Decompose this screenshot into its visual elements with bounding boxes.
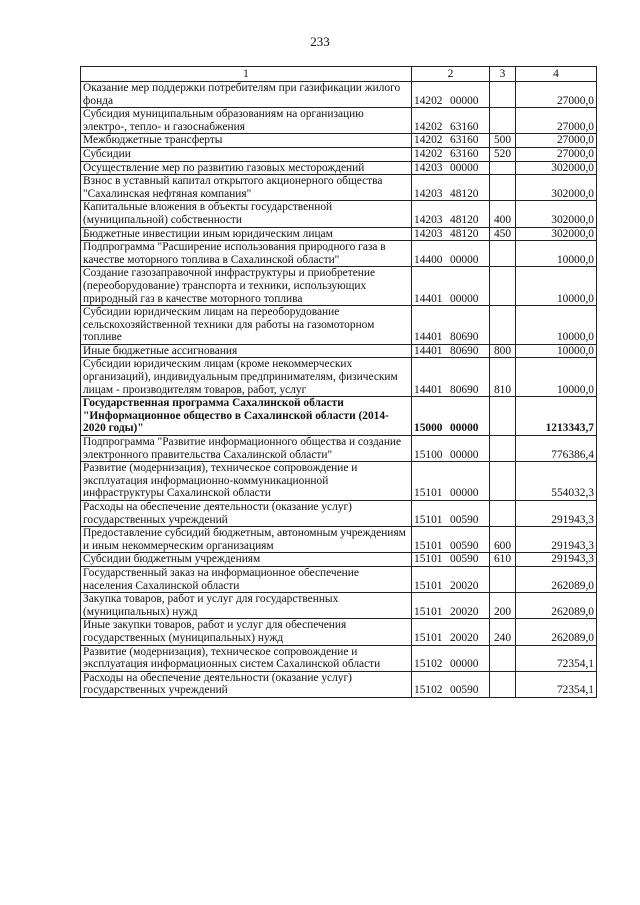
row-code-program: 15101 xyxy=(414,579,443,592)
table-row xyxy=(81,566,597,592)
row-code xyxy=(412,553,490,567)
row-name: Субсидии юридическим лицам на переоборудование сельскохозяйственной техники для работы на газомоторном топливе xyxy=(81,306,412,345)
row-code-program: 15102 xyxy=(414,658,443,671)
table-row xyxy=(81,241,597,267)
row-name: Развитие (модернизация), техническое сопровождение и эксплуатация информационно-коммуникационной инфраструктуры Сахалинской области xyxy=(81,462,412,501)
row-expense-type xyxy=(490,671,516,697)
row-code-program: 14203 xyxy=(414,213,443,226)
row-expense-type: 600 xyxy=(490,527,516,553)
row-expense-type: 500 xyxy=(490,134,516,148)
row-code xyxy=(412,671,490,697)
row-name: Создание газозаправочной инфраструктуры и приобретение (переоборудование) транспорта и техники, использующих природный газ в качестве моторного топлива xyxy=(81,267,412,306)
row-expense-type xyxy=(490,161,516,175)
row-code-direction: 80690 xyxy=(450,344,479,357)
row-code-program: 14401 xyxy=(414,344,443,357)
row-sum: 291943,3 xyxy=(516,553,597,567)
row-code-direction: 48120 xyxy=(450,227,479,240)
row-code xyxy=(412,619,490,645)
row-code-direction: 00000 xyxy=(450,161,479,174)
table-row xyxy=(81,553,597,567)
row-expense-type: 810 xyxy=(490,358,516,397)
row-code xyxy=(412,344,490,358)
row-name: Субсидия муниципальным образованиям на организацию электро-, тепло- и газоснабжения xyxy=(81,108,412,134)
row-code xyxy=(412,227,490,241)
row-code-direction: 00000 xyxy=(450,448,479,461)
row-code-program: 14202 xyxy=(414,94,443,107)
row-expense-type xyxy=(490,82,516,108)
row-code-program: 15101 xyxy=(414,553,443,566)
row-code-program: 15100 xyxy=(414,448,443,461)
row-code xyxy=(412,175,490,201)
row-expense-type: 520 xyxy=(490,147,516,161)
row-code-program: 15101 xyxy=(414,605,443,618)
row-code-direction: 00000 xyxy=(450,94,479,107)
row-code-program: 15101 xyxy=(414,631,443,644)
row-code-program: 15102 xyxy=(414,684,443,697)
row-code-program: 14401 xyxy=(414,292,443,305)
table-row xyxy=(81,436,597,462)
row-code xyxy=(412,501,490,527)
row-code-direction: 00590 xyxy=(450,553,479,566)
row-code xyxy=(412,134,490,148)
row-code-program: 14401 xyxy=(414,383,443,396)
row-sum: 10000,0 xyxy=(516,344,597,358)
row-expense-type: 400 xyxy=(490,201,516,227)
row-code xyxy=(412,161,490,175)
row-code xyxy=(412,645,490,671)
row-code-program: 14203 xyxy=(414,227,443,240)
row-code-direction: 80690 xyxy=(450,331,479,344)
row-code-program: 15101 xyxy=(414,513,443,526)
row-code-direction: 48120 xyxy=(450,213,479,226)
table-row xyxy=(81,147,597,161)
row-code-direction: 00000 xyxy=(450,487,479,500)
row-code xyxy=(412,267,490,306)
row-name: Субсидии юридическим лицам (кроме некоммерческих организаций), индивидуальным предпринимателям, физическим лицам - производителям товаров, работ, услуг xyxy=(81,358,412,397)
table-row xyxy=(81,462,597,501)
row-expense-type xyxy=(490,566,516,592)
row-code xyxy=(412,108,490,134)
row-code-program: 14203 xyxy=(414,187,443,200)
row-sum: 1213343,7 xyxy=(516,397,597,436)
row-code xyxy=(412,462,490,501)
row-code-direction: 00000 xyxy=(450,658,479,671)
row-code xyxy=(412,241,490,267)
row-expense-type xyxy=(490,108,516,134)
row-expense-type xyxy=(490,501,516,527)
row-expense-type xyxy=(490,462,516,501)
table-row xyxy=(81,645,597,671)
row-name: Оказание мер поддержки потребителям при газификации жилого фонда xyxy=(81,82,412,108)
row-name: Осуществление мер по развитию газовых месторождений xyxy=(81,161,412,175)
row-code-direction: 00590 xyxy=(450,513,479,526)
row-code-program: 14203 xyxy=(414,161,443,174)
row-expense-type xyxy=(490,436,516,462)
row-expense-type: 240 xyxy=(490,619,516,645)
row-code-direction: 80690 xyxy=(450,383,479,396)
row-code-direction: 63160 xyxy=(450,120,479,133)
row-name: Бюджетные инвестиции иным юридическим лицам xyxy=(81,227,412,241)
table-row xyxy=(81,175,597,201)
row-code xyxy=(412,527,490,553)
row-sum: 776386,4 xyxy=(516,436,597,462)
row-sum: 10000,0 xyxy=(516,358,597,397)
row-sum: 262089,0 xyxy=(516,593,597,619)
row-sum: 554032,3 xyxy=(516,462,597,501)
row-sum: 302000,0 xyxy=(516,161,597,175)
row-name: Государственная программа Сахалинской области "Информационное общество в Сахалинской области (2014-2020 годы)" xyxy=(81,397,412,436)
row-code-program: 14202 xyxy=(414,120,443,133)
column-header-name: 1 xyxy=(81,67,412,82)
row-code-program: 15101 xyxy=(414,539,443,552)
table-row xyxy=(81,527,597,553)
row-code-direction: 00590 xyxy=(450,684,479,697)
row-code-direction: 20020 xyxy=(450,631,479,644)
row-name: Подпрограмма "Расширение использования природного газа в качестве моторного топлива в Сахалинской области" xyxy=(81,241,412,267)
row-expense-type: 610 xyxy=(490,553,516,567)
table-row xyxy=(81,593,597,619)
row-name: Расходы на обеспечение деятельности (оказание услуг) государственных учреждений xyxy=(81,671,412,697)
row-sum: 291943,3 xyxy=(516,501,597,527)
table-row xyxy=(81,358,597,397)
row-name: Капитальные вложения в объекты государственной (муниципальной) собственности xyxy=(81,201,412,227)
row-expense-type: 450 xyxy=(490,227,516,241)
page-number: 233 xyxy=(310,34,330,49)
row-name: Развитие (модернизация), техническое сопровождение и эксплуатация информационных систем Сахалинской области xyxy=(81,645,412,671)
row-code xyxy=(412,82,490,108)
row-expense-type xyxy=(490,267,516,306)
row-code-direction: 00590 xyxy=(450,539,479,552)
row-code-direction: 20020 xyxy=(450,579,479,592)
row-sum: 302000,0 xyxy=(516,227,597,241)
table-row xyxy=(81,501,597,527)
table-row xyxy=(81,134,597,148)
row-name: Взнос в уставный капитал открытого акционерного общества "Сахалинская нефтяная компания" xyxy=(81,175,412,201)
row-sum: 27000,0 xyxy=(516,134,597,148)
row-code-direction: 00000 xyxy=(450,253,479,266)
row-sum: 262089,0 xyxy=(516,566,597,592)
row-expense-type: 800 xyxy=(490,344,516,358)
row-code-direction: 48120 xyxy=(450,187,479,200)
row-sum: 10000,0 xyxy=(516,306,597,345)
table-row xyxy=(81,201,597,227)
row-code xyxy=(412,566,490,592)
row-code-program: 14202 xyxy=(414,134,443,147)
column-header-sum: 4 xyxy=(516,67,597,82)
row-name: Подпрограмма "Развитие информационного общества и создание электронного правительства Сахалинской области" xyxy=(81,436,412,462)
row-sum: 27000,0 xyxy=(516,82,597,108)
row-expense-type xyxy=(490,645,516,671)
row-name: Межбюджетные трансферты xyxy=(81,134,412,148)
row-name: Предоставление субсидий бюджетным, автономным учреждениям и иным некоммерческим организациям xyxy=(81,527,412,553)
row-sum: 302000,0 xyxy=(516,175,597,201)
row-code xyxy=(412,358,490,397)
row-sum: 72354,1 xyxy=(516,645,597,671)
row-code-direction: 00000 xyxy=(450,422,479,435)
row-name: Иные бюджетные ассигнования xyxy=(81,344,412,358)
row-expense-type xyxy=(490,397,516,436)
row-expense-type xyxy=(490,306,516,345)
row-code-direction: 63160 xyxy=(450,147,479,160)
row-sum: 302000,0 xyxy=(516,201,597,227)
row-code-program: 15000 xyxy=(414,422,443,435)
row-name: Закупка товаров, работ и услуг для государственных (муниципальных) нужд xyxy=(81,593,412,619)
row-code-program: 15101 xyxy=(414,487,443,500)
table-row xyxy=(81,267,597,306)
table-row xyxy=(81,82,597,108)
row-expense-type xyxy=(490,175,516,201)
row-sum: 262089,0 xyxy=(516,619,597,645)
row-name: Иные закупки товаров, работ и услуг для обеспечения государственных (муниципальных) нужд xyxy=(81,619,412,645)
table-row xyxy=(81,619,597,645)
column-header-vr: 3 xyxy=(490,67,516,82)
row-code-direction: 63160 xyxy=(450,134,479,147)
row-sum: 10000,0 xyxy=(516,267,597,306)
row-name: Государственный заказ на информационное обеспечение населения Сахалинской области xyxy=(81,566,412,592)
row-code xyxy=(412,436,490,462)
row-code xyxy=(412,201,490,227)
row-sum: 27000,0 xyxy=(516,108,597,134)
table-row xyxy=(81,108,597,134)
row-code-program: 14202 xyxy=(414,147,443,160)
row-code xyxy=(412,147,490,161)
row-code-program: 14400 xyxy=(414,253,443,266)
column-header-code: 2 xyxy=(412,67,490,82)
header-row xyxy=(81,67,597,82)
row-code xyxy=(412,306,490,345)
row-name: Субсидии бюджетным учреждениям xyxy=(81,553,412,567)
row-sum: 27000,0 xyxy=(516,147,597,161)
row-code xyxy=(412,593,490,619)
table-row xyxy=(81,671,597,697)
row-name: Субсидии xyxy=(81,147,412,161)
table-row xyxy=(81,227,597,241)
table-row xyxy=(81,306,597,345)
row-name: Расходы на обеспечение деятельности (оказание услуг) государственных учреждений xyxy=(81,501,412,527)
budget-table xyxy=(80,66,597,698)
row-sum: 72354,1 xyxy=(516,671,597,697)
row-sum: 291943,3 xyxy=(516,527,597,553)
table-row xyxy=(81,161,597,175)
row-code-program: 14401 xyxy=(414,331,443,344)
row-sum: 10000,0 xyxy=(516,241,597,267)
table-row xyxy=(81,344,597,358)
row-expense-type: 200 xyxy=(490,593,516,619)
row-code-direction: 20020 xyxy=(450,605,479,618)
row-expense-type xyxy=(490,241,516,267)
row-code xyxy=(412,397,490,436)
row-code-direction: 00000 xyxy=(450,292,479,305)
table-row xyxy=(81,397,597,436)
